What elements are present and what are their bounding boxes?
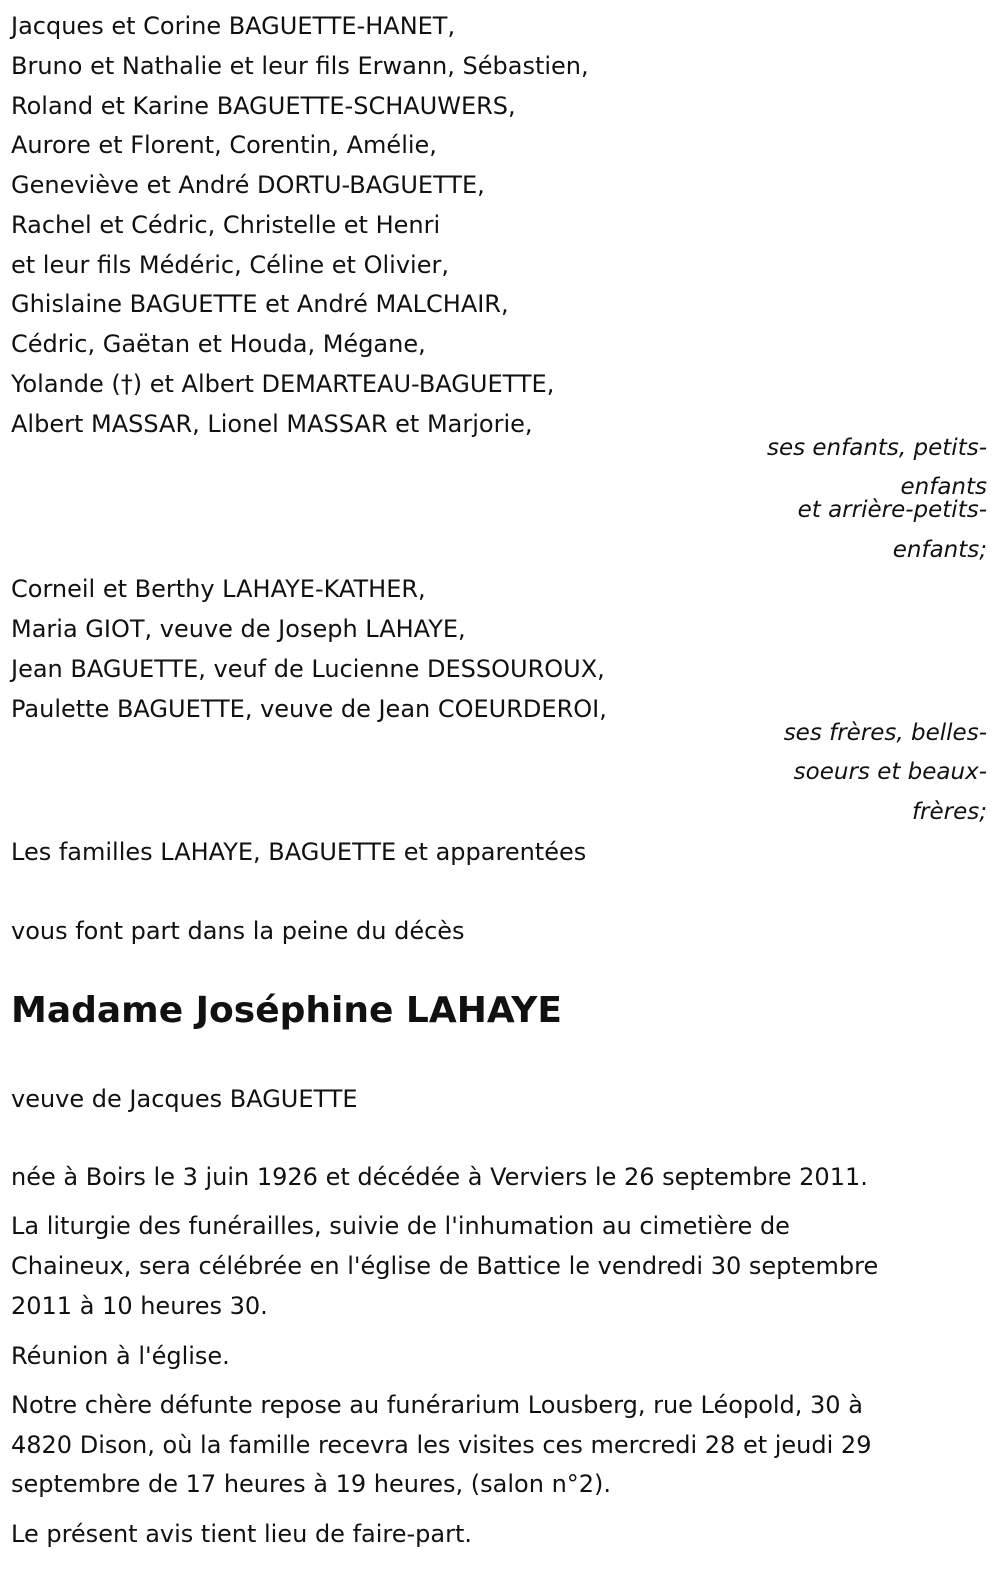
family-line: Albert MASSAR, Lionel MASSAR et Marjorie, bbox=[11, 410, 533, 438]
deceased-name: Madame Joséphine LAHAYE bbox=[11, 990, 562, 1031]
paragraph-line: 2011 à 10 heures 30. bbox=[11, 1292, 268, 1320]
family-line: Geneviève et André DORTU-BAGUETTE, bbox=[11, 171, 485, 199]
paragraph-line: Notre chère défunte repose au funérarium Lousberg, rue Léopold, 30 à bbox=[11, 1391, 863, 1419]
relationship-caption: soeurs et beaux- bbox=[793, 759, 987, 785]
relationship-caption: enfants; bbox=[892, 537, 987, 563]
widow-of-line: veuve de Jacques BAGUETTE bbox=[11, 1085, 358, 1113]
relationship-caption: ses enfants, petits- bbox=[766, 435, 987, 461]
paragraph-line: La liturgie des funérailles, suivie de l'inhumation au cimetière de bbox=[11, 1212, 790, 1240]
family-line: Roland et Karine BAGUETTE-SCHAUWERS, bbox=[11, 92, 516, 120]
family-line: Rachel et Cédric, Christelle et Henri bbox=[11, 211, 441, 239]
family-line: Yolande (†) et Albert DEMARTEAU-BAGUETTE, bbox=[11, 370, 555, 398]
announcement-line: vous font part dans la peine du décès bbox=[11, 917, 465, 945]
relationship-caption: enfants bbox=[900, 474, 987, 500]
family-line: Paulette BAGUETTE, veuve de Jean COEURDEROI, bbox=[11, 695, 607, 723]
relationship-caption: frères; bbox=[911, 799, 987, 825]
meeting-paragraph: Réunion à l'église. bbox=[11, 1342, 230, 1370]
family-line: Jean BAGUETTE, veuf de Lucienne DESSOUROUX, bbox=[11, 655, 605, 683]
paragraph-line: septembre de 17 heures à 19 heures, (salon n°2). bbox=[11, 1470, 612, 1498]
family-line: Aurore et Florent, Corentin, Amélie, bbox=[11, 131, 437, 159]
family-line: Maria GIOT, veuve de Joseph LAHAYE, bbox=[11, 615, 466, 643]
relationship-caption: et arrière-petits- bbox=[797, 497, 987, 523]
family-line: Cédric, Gaëtan et Houda, Mégane, bbox=[11, 330, 426, 358]
family-line: Corneil et Berthy LAHAYE-KATHER, bbox=[11, 575, 426, 603]
relationship-caption: ses frères, belles- bbox=[783, 720, 987, 746]
paragraph-line: Chaineux, sera célébrée en l'église de Battice le vendredi 30 septembre bbox=[11, 1252, 879, 1280]
birth-death-paragraph: née à Boirs le 3 juin 1926 et décédée à Verviers le 26 septembre 2011. bbox=[11, 1163, 868, 1191]
families-line: Les familles LAHAYE, BAGUETTE et apparentées bbox=[11, 838, 587, 866]
family-line: Ghislaine BAGUETTE et André MALCHAIR, bbox=[11, 290, 509, 318]
family-line: Bruno et Nathalie et leur fils Erwann, Sébastien, bbox=[11, 52, 589, 80]
family-line: et leur fils Médéric, Céline et Olivier, bbox=[11, 251, 449, 279]
paragraph-line: 4820 Dison, où la famille recevra les visites ces mercredi 28 et jeudi 29 bbox=[11, 1431, 872, 1459]
closing-paragraph: Le présent avis tient lieu de faire-part. bbox=[11, 1520, 473, 1548]
family-line: Jacques et Corine BAGUETTE-HANET, bbox=[11, 12, 456, 40]
